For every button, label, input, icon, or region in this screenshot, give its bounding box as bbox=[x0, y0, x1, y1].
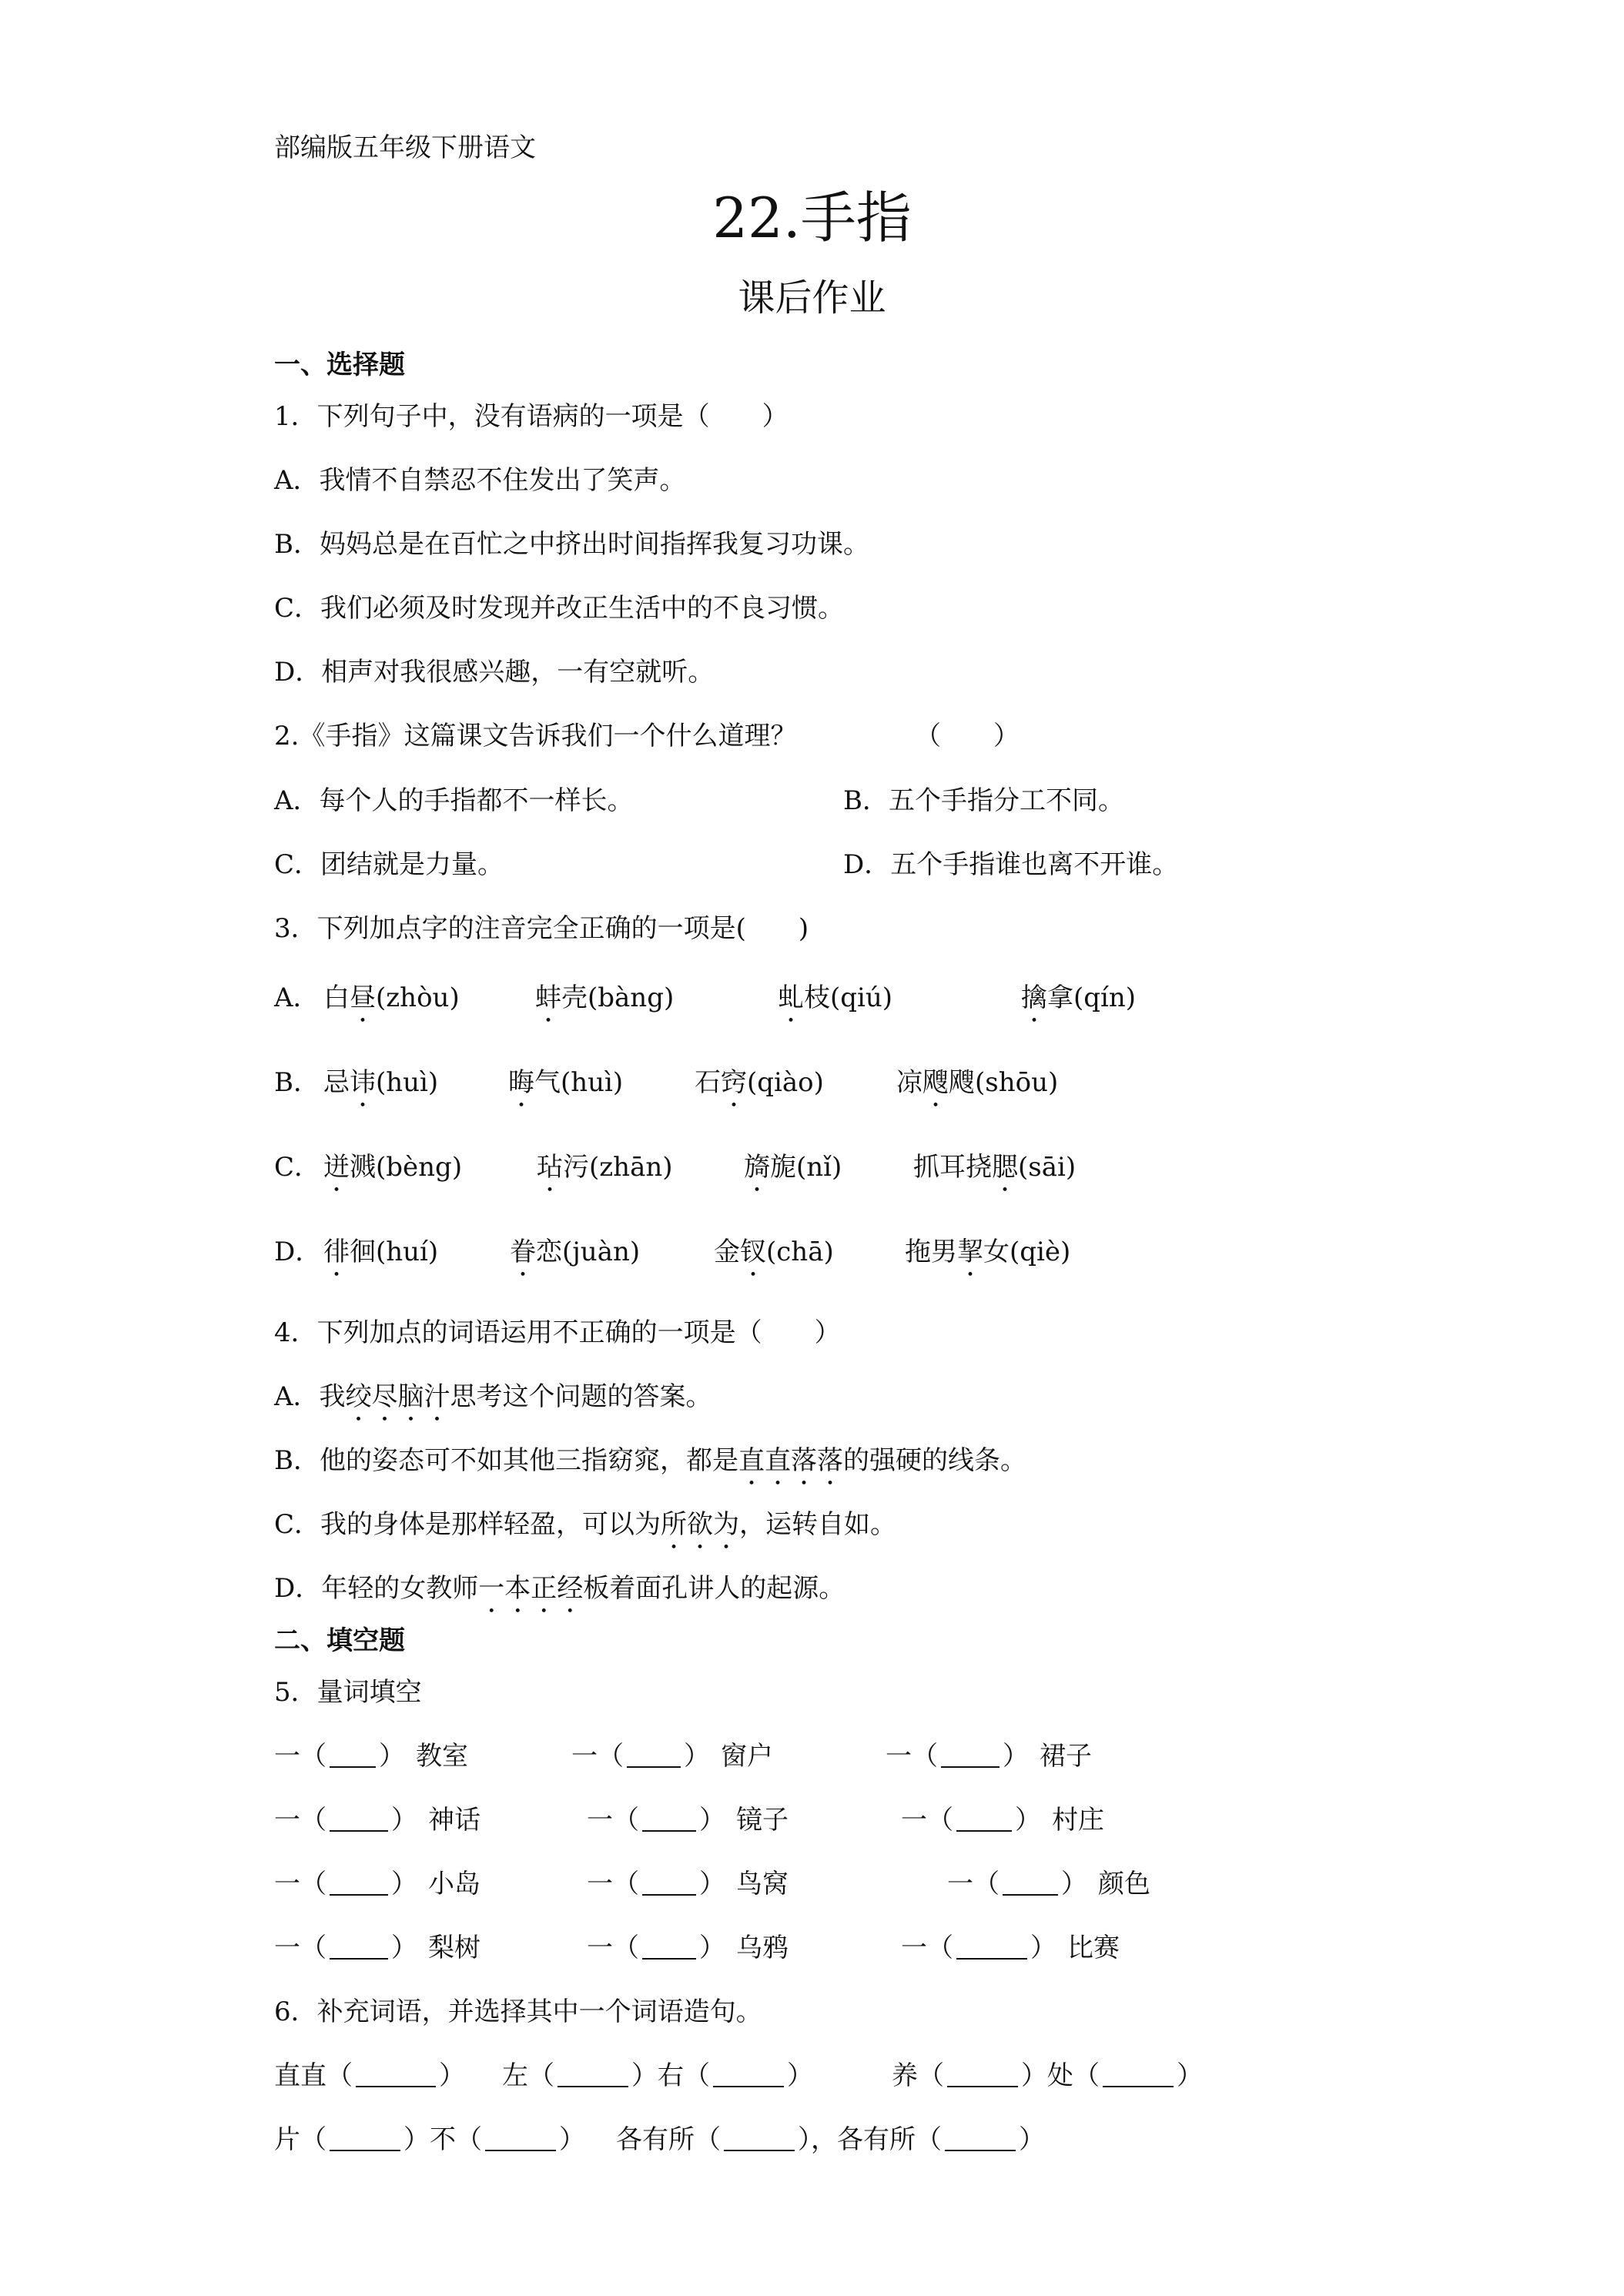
lesson-title: 22.手指 bbox=[712, 186, 912, 250]
answer-blank[interactable] bbox=[558, 2063, 628, 2087]
q1-option-a: A．我情不自禁忍不住发出了笑声。 bbox=[274, 465, 686, 496]
q1-option-d: D．相声对我很感兴趣，一有空就听。 bbox=[274, 657, 715, 688]
grade-header: 部编版五年级下册语文 bbox=[274, 132, 536, 163]
q3-row-a-label: A． bbox=[274, 982, 320, 1013]
answer-blank[interactable] bbox=[642, 1807, 696, 1832]
answer-blank[interactable] bbox=[945, 2127, 1016, 2151]
answer-blank[interactable] bbox=[642, 1871, 696, 1896]
q3-row-d-item: 徘徊(huí) bbox=[323, 1237, 439, 1267]
q4-option-a: A．我绞尽脑汁思考这个问题的答案。 bbox=[274, 1381, 712, 1412]
section-fill-heading: 二、填空题 bbox=[274, 1625, 405, 1656]
q2-stem: 2.《手指》这篇课文告诉我们一个什么道理？ bbox=[274, 721, 797, 751]
answer-blank[interactable] bbox=[724, 2127, 795, 2151]
answer-blank[interactable] bbox=[627, 1743, 681, 1768]
q3-row-d-label: D． bbox=[274, 1237, 322, 1267]
q5-measure-item: 一（ ） 小岛 bbox=[274, 1869, 481, 1899]
q3-row-b-item: 石窍(qiào) bbox=[695, 1067, 824, 1098]
q1-stem: 1．下列句子中，没有语病的一项是（ ） bbox=[274, 401, 789, 432]
q3-row-d-item: 拖男挈女(qiè) bbox=[905, 1237, 1071, 1267]
q4-stem: 4．下列加点的词语运用不正确的一项是（ ） bbox=[274, 1317, 841, 1348]
q6-idiom-zhizhi: 直直（ ） bbox=[274, 2060, 465, 2091]
q3-stem: 3．下列加点字的注音完全正确的一项是( ) bbox=[274, 913, 809, 944]
answer-blank[interactable] bbox=[956, 1935, 1027, 1960]
q6-idiom-pianbu: 片（ ）不（ ） bbox=[274, 2124, 585, 2155]
q5-measure-item: 一（ ） 颜色 bbox=[947, 1869, 1150, 1899]
q3-row-b-item: 凉飕飕(shōu) bbox=[896, 1067, 1059, 1098]
section-choice-heading: 一、选择题 bbox=[274, 350, 405, 380]
answer-blank[interactable] bbox=[642, 1935, 696, 1960]
q3-row-a-item: 虬枝(qiú) bbox=[778, 982, 893, 1013]
q3-row-c-label: C． bbox=[274, 1152, 321, 1183]
answer-blank[interactable] bbox=[330, 2127, 400, 2151]
q5-measure-item: 一（ ） 梨树 bbox=[274, 1933, 481, 1963]
answer-blank[interactable] bbox=[330, 1871, 388, 1896]
q1-option-b: B．妈妈总是在百忙之中挤出时间指挥我复习功课。 bbox=[274, 529, 869, 560]
q5-measure-item: 一（ ） 裙子 bbox=[886, 1741, 1092, 1772]
answer-blank[interactable] bbox=[713, 2063, 784, 2087]
q2-option-b: B．五个手指分工不同。 bbox=[843, 785, 1124, 816]
answer-blank[interactable] bbox=[485, 2127, 556, 2151]
q2-option-c: C．团结就是力量。 bbox=[274, 849, 504, 880]
worksheet-subtitle: 课后作业 bbox=[738, 276, 886, 320]
q4-option-d: D．年轻的女教师一本正经板着面孔讲人的起源。 bbox=[274, 1573, 845, 1604]
answer-blank[interactable] bbox=[956, 1807, 1012, 1832]
q5-measure-item: 一（ ） 乌鸦 bbox=[587, 1933, 789, 1963]
q3-row-b-item: 忌讳(huì) bbox=[323, 1067, 439, 1098]
answer-blank[interactable] bbox=[330, 1807, 388, 1832]
q3-row-c-item: 旖旎(nǐ) bbox=[744, 1152, 842, 1183]
answer-blank[interactable] bbox=[1103, 2063, 1174, 2087]
answer-blank[interactable] bbox=[356, 2063, 436, 2087]
q6-idiom-yangchu: 养（ ）处（ ） bbox=[892, 2060, 1203, 2091]
q5-measure-item: 一（ ） 神话 bbox=[274, 1805, 481, 1836]
q2-option-d: D．五个手指谁也离不开谁。 bbox=[843, 849, 1179, 880]
answer-blank[interactable] bbox=[947, 2063, 1018, 2087]
q3-row-b-label: B． bbox=[274, 1067, 320, 1098]
q4-option-b: B．他的姿态可不如其他三指窈窕，都是直直落落的强硬的线条。 bbox=[274, 1445, 1026, 1476]
q2-answer-paren: （ ） bbox=[915, 721, 1020, 751]
q6-idiom-zuoyou: 左（ ）右（ ） bbox=[502, 2060, 813, 2091]
answer-blank[interactable] bbox=[330, 1743, 376, 1768]
q1-option-c: C．我们必须及时发现并改正生活中的不良习惯。 bbox=[274, 593, 845, 624]
q5-measure-item: 一（ ） 窗户 bbox=[571, 1741, 773, 1772]
answer-blank[interactable] bbox=[330, 1935, 388, 1960]
q3-row-c-item: 迸溅(bèng) bbox=[323, 1152, 463, 1183]
q5-measure-item: 一（ ） 教室 bbox=[274, 1741, 468, 1772]
q5-measure-item: 一（ ） 镜子 bbox=[587, 1805, 789, 1836]
q3-row-c-item: 玷污(zhān) bbox=[537, 1152, 673, 1183]
answer-blank[interactable] bbox=[941, 1743, 1000, 1768]
q6-stem: 6．补充词语，并选择其中一个词语造句。 bbox=[274, 1996, 762, 2027]
q6-idiom-geyousuo: 各有所（ ），各有所（ ） bbox=[616, 2124, 1045, 2155]
q3-row-d-item: 金钗(chā) bbox=[714, 1237, 834, 1267]
q5-measure-item: 一（ ） 鸟窝 bbox=[587, 1869, 789, 1899]
q3-row-a-item: 蚌壳(bàng) bbox=[535, 982, 675, 1013]
q5-stem: 5．量词填空 bbox=[274, 1677, 422, 1708]
q5-measure-item: 一（ ） 村庄 bbox=[901, 1805, 1104, 1836]
q5-measure-item: 一（ ） 比赛 bbox=[901, 1933, 1120, 1963]
q3-row-d-item: 眷恋(juàn) bbox=[510, 1237, 641, 1267]
q3-row-a-item: 白昼(zhòu) bbox=[323, 982, 460, 1013]
answer-blank[interactable] bbox=[1003, 1871, 1058, 1896]
q3-row-a-item: 擒拿(qín) bbox=[1021, 982, 1137, 1013]
q2-option-a: A．每个人的手指都不一样长。 bbox=[274, 785, 634, 816]
q4-option-c: C．我的身体是那样轻盈，可以为所欲为，运转自如。 bbox=[274, 1509, 897, 1540]
q3-row-b-item: 晦气(huì) bbox=[508, 1067, 624, 1098]
q3-row-c-item: 抓耳挠腮(sāi) bbox=[913, 1152, 1077, 1183]
